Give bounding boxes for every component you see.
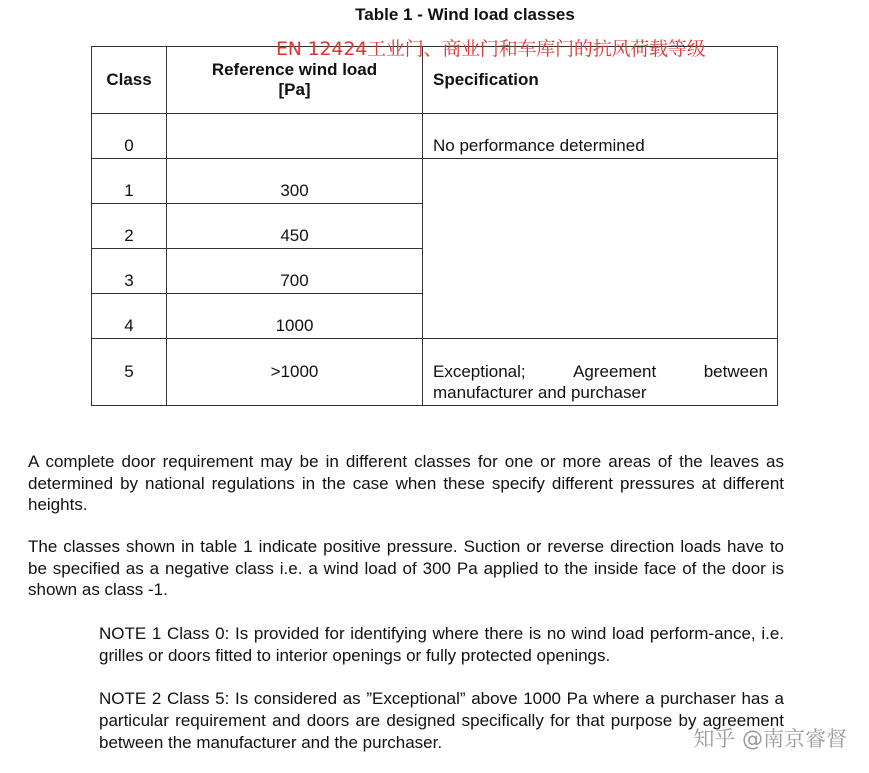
load-cell: 450 bbox=[167, 204, 423, 249]
load-cell: 700 bbox=[167, 249, 423, 294]
class-cell: 1 bbox=[92, 159, 167, 204]
table-title: Table 1 - Wind load classes bbox=[355, 5, 575, 24]
paragraph: The classes shown in table 1 indicate positive pressure. Suction or reverse direction loads have to be specified as a negative class i.e. a wind load of 300 Pa applied to the inside face of the door is shown as class -1. bbox=[28, 537, 784, 599]
header-class: Class bbox=[92, 47, 167, 114]
class-cell: 5 bbox=[92, 339, 167, 406]
spec-cell bbox=[423, 339, 778, 406]
wind-load-table bbox=[91, 46, 778, 406]
table-row bbox=[92, 339, 778, 406]
spec-cell: No performance determined bbox=[423, 114, 778, 159]
load-cell: 300 bbox=[167, 159, 423, 204]
class-cell: 0 bbox=[92, 114, 167, 159]
header-specification: Specification bbox=[423, 47, 778, 114]
overlay-caption: EN 12424工业门、商业门和车库门的抗风荷载等级 bbox=[276, 38, 706, 60]
table-row bbox=[92, 114, 778, 159]
class-cell: 3 bbox=[92, 249, 167, 294]
header-load-line2: [Pa] bbox=[278, 80, 311, 99]
paragraph: A complete door requirement may be in different classes for one or more areas of the leaves as determined by national regulations in the case when these specify different pressures at different heights. bbox=[28, 452, 784, 514]
spec-word: Exceptional; bbox=[433, 362, 526, 381]
load-cell bbox=[167, 114, 423, 159]
spec-word: Agreement bbox=[573, 362, 657, 381]
note-1: NOTE 1 Class 0: Is provided for identifying where there is no wind load perform-ance, i.e. grilles or doors fitted to interior openings or fully protected openings. bbox=[99, 624, 784, 665]
spec-line2: manufacturer and purchaser bbox=[433, 383, 647, 402]
table-row bbox=[92, 159, 778, 204]
spec-cell-empty bbox=[423, 159, 778, 339]
note-2: NOTE 2 Class 5: Is considered as ”Exceptional” above 1000 Pa where a purchaser has a particular requirement and doors are designed specifically for that purpose by agreement between the manufacturer and the purchaser. bbox=[99, 689, 784, 752]
load-cell: 1000 bbox=[167, 294, 423, 339]
load-cell: >1000 bbox=[167, 339, 423, 406]
class-cell: 4 bbox=[92, 294, 167, 339]
spec-word: between bbox=[703, 362, 768, 381]
watermark: 知乎 @南京睿督 bbox=[693, 727, 847, 751]
spec-line1 bbox=[433, 361, 768, 382]
class-cell: 2 bbox=[92, 204, 167, 249]
header-load-line1: Reference wind load bbox=[211, 60, 378, 79]
